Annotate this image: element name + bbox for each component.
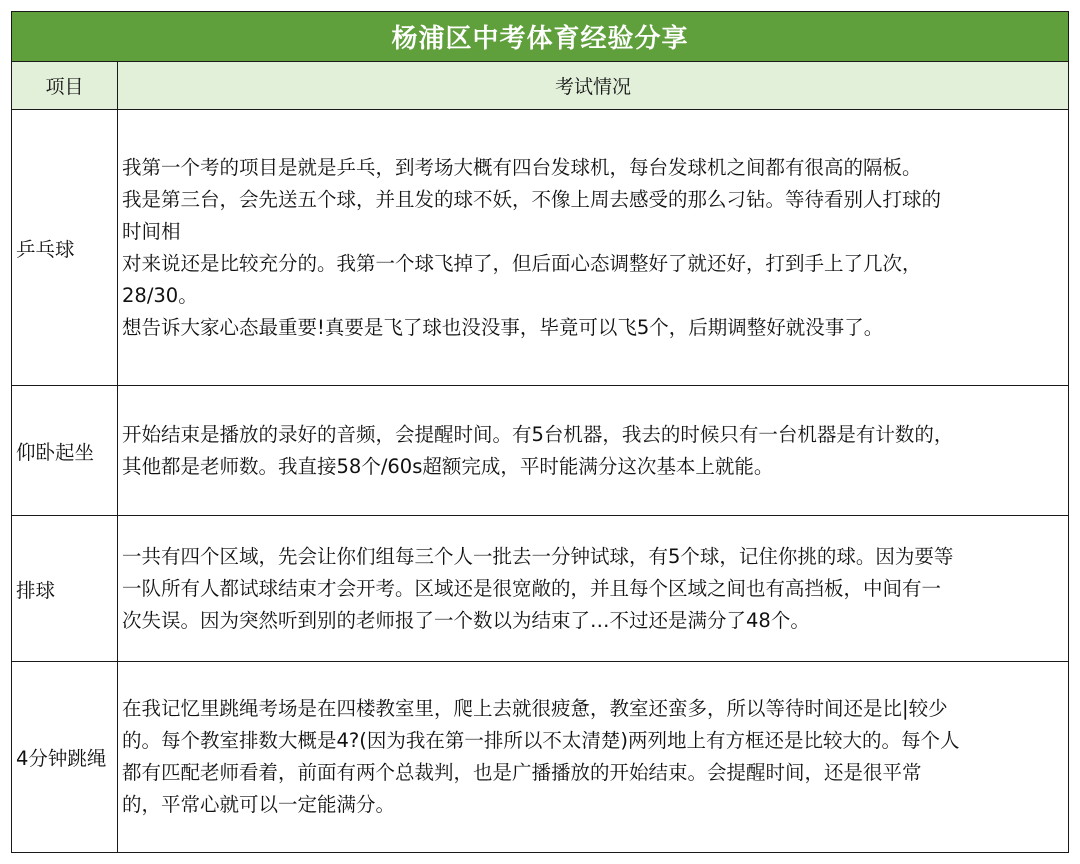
header-description: 考试情况 bbox=[554, 76, 631, 98]
table-row bbox=[12, 516, 1068, 662]
row-item-label: 仰卧起坐 bbox=[12, 386, 118, 515]
table-row bbox=[12, 662, 1068, 852]
table-header-row bbox=[12, 62, 1068, 110]
row-description-cell bbox=[118, 386, 1068, 515]
row-description-text: 开始结束是播放的录好的音频，会提醒时间。有5台机器，我去的时候只有一台机器是有计数的， 其他都是老师数。我直接58个/60s超额完成，平时能满分这次基本上就能。 bbox=[122, 422, 954, 478]
row-description-text: 我第一个考的项目是就是乒乓，到考场大概有四台发球机，每台发球机之间都有很高的隔板。 我是第三台，会先送五个球，并且发的球不妖，不像上周去感受的那么刁钻。等待看别人打球的 时间相 对来说还是比较充分的。我第一个球飞掉了，但后面心态调整好了就还好，打到手上了几次， 28/30。 想告诉大家心态最重要!真要是飞了球也没没事，毕竟可以飞5个，后期调整好就没事了。 bbox=[122, 155, 942, 339]
row-item-label: 4分钟跳绳 bbox=[12, 662, 118, 852]
row-item-label: 乒乓球 bbox=[12, 110, 118, 385]
row-description-text: 在我记忆里跳绳考场是在四楼教室里，爬上去就很疲惫，教室还蛮多，所以等待时间还是比|较少 的。每个教室排数大概是4?(因为我在第一排所以不太清楚)两列地上有方框还是比较大的。每个人 都有匹配老师看着，前面有两个总裁判，也是广播播放的开始结束。会提醒时间，还是很平常 的，平常心就可以一定能满分。 bbox=[122, 697, 960, 816]
row-description-cell bbox=[118, 110, 1068, 385]
row-item-label: 排球 bbox=[12, 516, 118, 661]
row-description-cell bbox=[118, 516, 1068, 661]
row-description-text: 一共有四个区域，先会让你们组每三个人一批去一分钟试球，有5个球，记住你挑的球。因为要等 一队所有人都试球结束才会开考。区域还是很宽敞的，并且每个区域之间也有高挡板，中间有一 次失误。因为突然听到别的老师报了一个数以为结束了…不过还是满分了48个。 bbox=[122, 544, 954, 632]
header-item: 项目 bbox=[12, 62, 118, 109]
experience-table bbox=[11, 11, 1069, 853]
table-title: 杨浦区中考体育经验分享 bbox=[12, 12, 1068, 62]
row-description-cell bbox=[118, 662, 1068, 852]
table-row bbox=[12, 386, 1068, 516]
table-row bbox=[12, 110, 1068, 386]
